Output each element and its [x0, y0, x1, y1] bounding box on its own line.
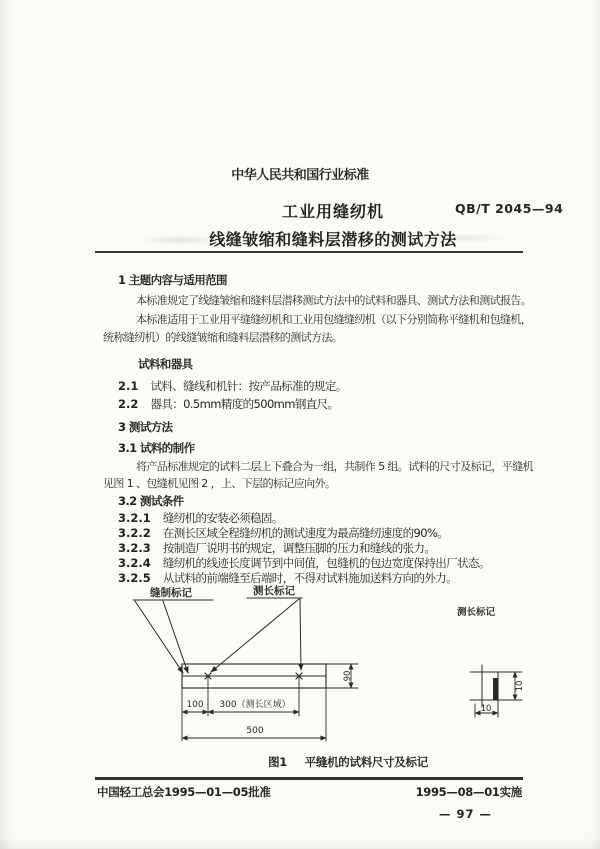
dimension-300-value: 300（测长区域） [219, 700, 291, 710]
approval-note: 中国轻工总会1995—01—05批准 [97, 785, 271, 799]
measure-mark-leader-lines [211, 598, 302, 672]
clause-3-2-4-number: 3.2.4 [118, 556, 151, 570]
section-1-number: 1 [118, 273, 126, 287]
section-2-heading: 试料和器具 [138, 357, 193, 371]
mark-detail-width-value: 10 [480, 704, 492, 714]
dimension-500-value: 500 [246, 726, 264, 736]
clause-3-2-2 [103, 525, 548, 541]
document-title-line1: 工业用缝纫机 [281, 202, 384, 221]
clause-3-2-3-number: 3.2.3 [118, 541, 151, 555]
document-title-line2: 线缝皱缩和缝料层潜移的测试方法 [209, 230, 457, 249]
header-divider [95, 251, 523, 253]
standard-number: QB/T 2045—94 [455, 201, 564, 216]
mark-detail-height-value: 10 [515, 680, 525, 692]
section-3-2-number: 3.2 [118, 494, 137, 508]
section-3-1-paragraph-1: 将产品标准规定的试料二层上下叠合为一组，共制作 5 组。试料的尺寸及标记，平缝机 [136, 460, 533, 473]
page-number: — 97 — [438, 807, 492, 821]
section-3-2-heading [103, 493, 548, 509]
figure-label-measure-mark: 测长标记 [253, 585, 295, 597]
figure-1-caption-text: 平缝机的试料尺寸及标记 [304, 755, 428, 769]
footer-divider [95, 777, 523, 780]
section-1-title: 主题内容与适用范围 [128, 273, 227, 287]
clause-3-2-2-text: 在测长区域全程缝纫机的测试速度为最高缝纫速度的90%。 [162, 526, 449, 540]
section-3-1-paragraph-2: 见图 1 、包缝机见图 2 ，上、下层的标记应向外。 [103, 477, 336, 490]
implementation-date: 1995—08—01实施 [415, 785, 522, 799]
section-3-2-title: 测试条件 [139, 494, 184, 508]
clause-3-2-3-text: 按制造厂说明书的规定，调整压脚的压力和缝线的张力。 [162, 541, 436, 555]
section-3-heading [103, 419, 548, 435]
dimension-90-value: 90 [343, 670, 353, 682]
clause-2-2-text: 器具：0.5mm精度的500mm钢直尺。 [150, 397, 339, 411]
dimension-100-value: 100 [186, 700, 204, 710]
section-3-number: 3 [118, 420, 126, 434]
section-3-1-heading [103, 440, 548, 456]
detail-label-measure-mark: 测长标记 [457, 607, 496, 618]
section-1-heading [103, 272, 548, 288]
figure-label-sew-mark: 缝制标记 [150, 587, 192, 599]
standard-body-title: 中华人民共和国行业标准 [231, 168, 369, 183]
clause-2-2 [103, 396, 548, 412]
clause-2-1-text: 试料、缝线和机针：按产品标准的规定。 [150, 379, 347, 393]
section-3-1-number: 3.1 [118, 441, 137, 455]
section-1-paragraph-2b: 统称缝纫机）的线缝皱缩和缝料层潜移的测试方法。 [103, 331, 343, 344]
clause-3-2-1 [103, 510, 548, 526]
clause-3-2-1-text: 缝纫机的安装必须稳固。 [162, 511, 283, 525]
dimension-90-lines [326, 664, 358, 688]
clause-3-2-1-number: 3.2.1 [118, 511, 151, 525]
clause-3-2-4-text: 缝纫机的线迹长度调节到中间值，包缝机的包边宽度保持出厂状态。 [162, 556, 490, 570]
clause-3-2-3 [103, 540, 548, 556]
clause-3-2-2-number: 3.2.2 [118, 526, 151, 540]
section-1-paragraph-1: 本标准规定了线缝皱缩和缝料层潜移测试方法中的试料和器具、测试方法和测试报告。 [136, 294, 532, 307]
figure-1-drawing [95, 583, 525, 753]
section-3-1-title: 试料的制作 [139, 441, 195, 455]
specimen-rectangle [182, 664, 326, 688]
section-3-title: 测试方法 [128, 420, 173, 434]
clause-3-2-5-text: 从试料的前端缝至后端时，不得对试料施加送料方向的外力。 [162, 571, 458, 585]
clause-3-2-5-number: 3.2.5 [118, 571, 151, 585]
sew-mark-leader-lines [133, 600, 213, 673]
figure-1-caption [103, 754, 533, 770]
section-1-paragraph-2a: 本标准适用于工业用平缝缝纫机和工业用包缝缝纫机（以下分别简称平缝机和包缝机， [136, 313, 532, 326]
clause-2-1-number: 2.1 [118, 379, 139, 393]
clause-2-1 [103, 378, 548, 394]
figure-1-caption-number: 图1 [268, 755, 287, 769]
document-title [33, 199, 600, 250]
clause-3-2-4 [103, 555, 548, 571]
clause-2-2-number: 2.2 [118, 397, 139, 411]
